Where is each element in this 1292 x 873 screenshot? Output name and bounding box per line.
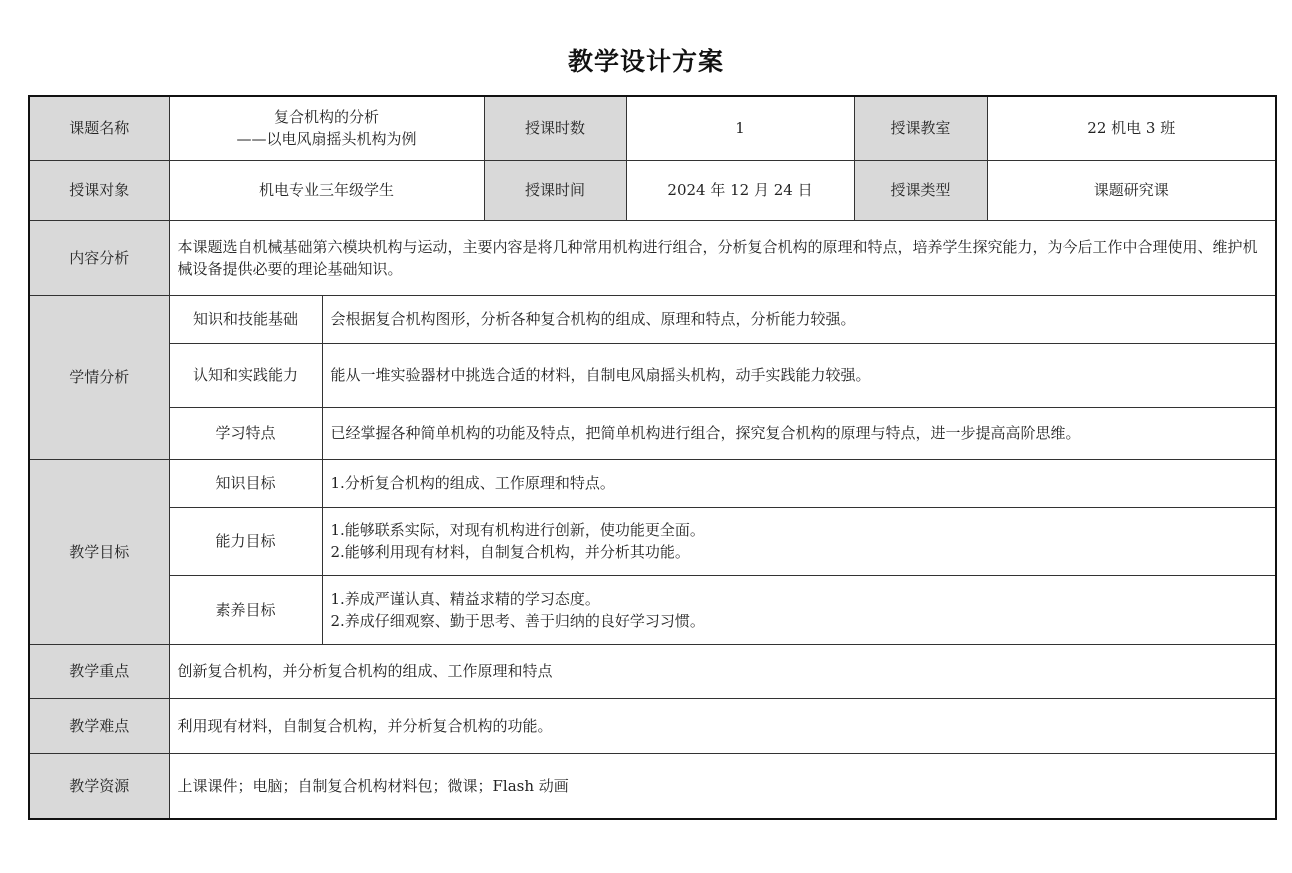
audience-label: 授课对象	[29, 160, 169, 220]
topic-line-2: ——以电风扇摇头机构为例	[236, 130, 417, 149]
key-point-label: 教学重点	[29, 644, 169, 698]
key-point-text: 创新复合机构，并分析复合机构的组成、工作原理和特点	[169, 644, 1276, 698]
table-row	[29, 459, 1276, 507]
type-label: 授课类型	[854, 160, 987, 220]
table-row	[29, 575, 1276, 644]
room-value: 22 机电 3 班	[987, 96, 1276, 160]
resources-text: 上课课件；电脑；自制复合机构材料包；微课；Flash 动画	[169, 753, 1276, 819]
type-value: 课题研究课	[987, 160, 1276, 220]
student-analysis-text: 能从一堆实验器材中挑选合适的材料，自制电风扇摇头机构，动手实践能力较强。	[322, 343, 1276, 407]
student-analysis-label: 学情分析	[29, 295, 169, 459]
student-analysis-sub-label: 学习特点	[169, 407, 322, 459]
page-title: 教学设计方案	[567, 47, 724, 76]
difficulty-label: 教学难点	[29, 698, 169, 753]
teaching-plan-table	[28, 95, 1277, 820]
time-label: 授课时间	[484, 160, 626, 220]
table-row	[29, 644, 1276, 698]
topic-value	[169, 96, 484, 160]
objective-line: 2.养成仔细观察、勤于思考、善于归纳的良好学习习惯。	[330, 611, 705, 630]
content-analysis-text: 本课题选自机械基础第六模块机构与运动，主要内容是将几种常用机构进行组合，分析复合机构的原理和特点，培养学生探究能力，为今后工作中合理使用、维护机械设备提供必要的理论基础知识。	[169, 220, 1276, 295]
student-analysis-text: 会根据复合机构图形，分析各种复合机构的组成、原理和特点，分析能力较强。	[322, 295, 1276, 343]
topic-line-1: 复合机构的分析	[274, 108, 380, 127]
student-analysis-text: 已经掌握各种简单机构的功能及特点，把简单机构进行组合，探究复合机构的原理与特点，进一步提高高阶思维。	[322, 407, 1276, 459]
difficulty-text: 利用现有材料，自制复合机构，并分析复合机构的功能。	[169, 698, 1276, 753]
objectives-label: 教学目标	[29, 459, 169, 644]
hours-value: 1	[626, 96, 854, 160]
objective-line: 2.能够利用现有材料，自制复合机构，并分析其功能。	[330, 543, 690, 561]
table-row	[29, 295, 1276, 343]
objective-line: 1.分析复合机构的组成、工作原理和特点。	[330, 474, 615, 492]
table-row	[29, 507, 1276, 575]
objective-text	[322, 459, 1276, 507]
table-row	[29, 698, 1276, 753]
objective-sub-label: 能力目标	[169, 507, 322, 575]
objective-line: 1.能够联系实际，对现有机构进行创新，使功能更全面。	[330, 521, 705, 539]
content-analysis-label: 内容分析	[29, 220, 169, 295]
table-row	[29, 753, 1276, 819]
audience-value: 机电专业三年级学生	[169, 160, 484, 220]
objective-sub-label: 知识目标	[169, 459, 322, 507]
student-analysis-sub-label: 知识和技能基础	[169, 295, 322, 343]
resources-label: 教学资源	[29, 753, 169, 819]
objective-sub-label: 素养目标	[169, 575, 322, 644]
table-row	[29, 96, 1276, 160]
table-row	[29, 407, 1276, 459]
topic-label: 课题名称	[29, 96, 169, 160]
objective-text	[322, 575, 1276, 644]
hours-label: 授课时数	[484, 96, 626, 160]
objective-text	[322, 507, 1276, 575]
table-row	[29, 160, 1276, 220]
time-value: 2024 年 12 月 24 日	[626, 160, 854, 220]
table-row	[29, 220, 1276, 295]
student-analysis-sub-label: 认知和实践能力	[169, 343, 322, 407]
room-label: 授课教室	[854, 96, 987, 160]
objective-line: 1.养成严谨认真、精益求精的学习态度。	[330, 589, 600, 608]
table-row	[29, 343, 1276, 407]
